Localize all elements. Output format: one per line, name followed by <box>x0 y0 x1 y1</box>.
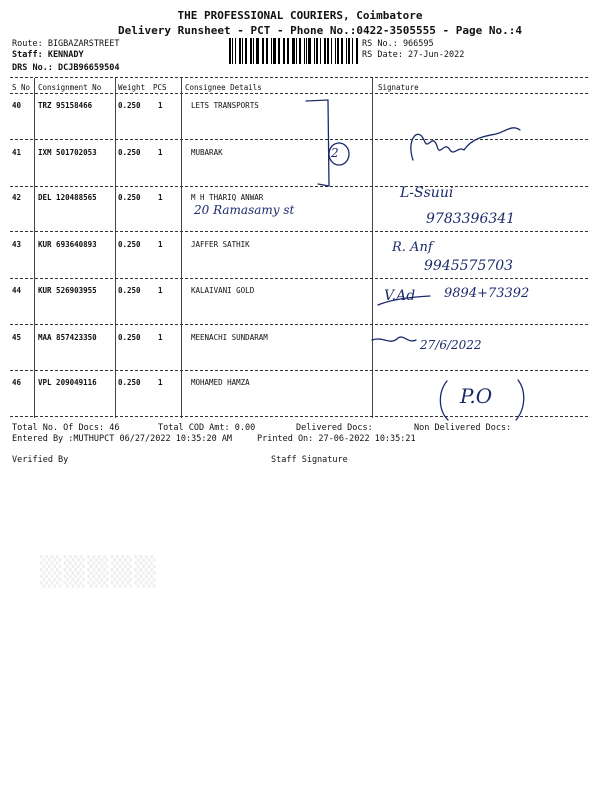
row-consignment: VPL 209049116 <box>38 378 97 387</box>
runsheet-subtitle: Delivery Runsheet - PCT - Phone No.:0422-3505555 - Page No.:4 <box>118 24 522 37</box>
row-consignee: KALAIVANI GOLD <box>191 286 255 295</box>
printed-on: Printed On: 27-06-2022 10:35:21 <box>257 434 416 444</box>
verified-by: Verified By <box>12 455 69 465</box>
row-consignee: MUBARAK <box>191 148 223 157</box>
row-consignment: DEL 120488565 <box>38 193 97 202</box>
row-consignee: MOHAMED HAMZA <box>191 378 250 387</box>
rs-number: RS No.: 966595 <box>362 39 434 49</box>
bracket-note: 2 <box>331 146 339 160</box>
column-header-pcs: PCS <box>153 83 167 92</box>
row-weight: 0.250 <box>118 240 141 249</box>
drs-number: DRS No.: DCJB96659504 <box>12 63 120 73</box>
row-pcs: 1 <box>158 101 163 110</box>
column-header-weight: Weight <box>118 83 146 92</box>
non-delivered-docs: Non Delivered Docs: <box>414 423 512 433</box>
bracket-mark <box>306 100 329 186</box>
entered-by: Entered By :MUTHUPCT 06/27/2022 10:35:20 AM <box>12 434 233 444</box>
staff-label: Staff: KENNADY <box>12 50 84 60</box>
row-pcs: 1 <box>158 193 163 202</box>
column-header-signature: Signature <box>378 83 419 92</box>
row-consignee: M H THARIQ ANWAR <box>191 193 264 202</box>
signature-row-44-phone: 9894+73392 <box>444 286 530 301</box>
row-sno: 45 <box>12 333 22 342</box>
paren-right <box>516 380 524 420</box>
row-sno: 40 <box>12 101 22 110</box>
delivered-docs: Delivered Docs: <box>296 423 373 433</box>
row-pcs: 1 <box>158 286 163 295</box>
row-consignment: KUR 693640893 <box>38 240 97 249</box>
signature-row-44-name: V.Ad <box>384 288 416 304</box>
rs-date: RS Date: 27-Jun-2022 <box>362 50 465 60</box>
row-consignee: JAFFER SATHIK <box>191 240 250 249</box>
row-weight: 0.250 <box>118 101 141 110</box>
signature-row-40 <box>411 128 520 160</box>
row-weight: 0.250 <box>118 148 141 157</box>
row-pcs: 1 <box>158 378 163 387</box>
row-weight: 0.250 <box>118 333 141 342</box>
signature-row-42-phone: 9783396341 <box>426 211 516 227</box>
row-sno: 46 <box>12 378 22 387</box>
row-consignee: MEENACHI SUNDARAM <box>191 333 268 342</box>
column-header-consignment: Consignment No <box>38 83 102 92</box>
row-consignee: LETS TRANSPORTS <box>191 101 259 110</box>
signature-row-43-phone: 9945575703 <box>424 258 514 274</box>
row-weight: 0.250 <box>118 193 141 202</box>
row-sno: 42 <box>12 193 22 202</box>
row-pcs: 1 <box>158 333 163 342</box>
row-consignment: MAA 857423350 <box>38 333 97 342</box>
total-cod-amount: Total COD Amt: 0.00 <box>158 423 256 433</box>
signature-row-46-note: P.O <box>460 384 493 408</box>
row-sno: 43 <box>12 240 22 249</box>
staff-signature: Staff Signature <box>271 455 348 465</box>
total-docs: Total No. Of Docs: 46 <box>12 423 120 433</box>
paren-left <box>440 381 448 420</box>
faint-stamp-mark: ▒▒▒▒▒ <box>40 555 158 588</box>
row-pcs: 1 <box>158 148 163 157</box>
row-pcs: 1 <box>158 240 163 249</box>
column-header-details: Consignee Details <box>185 83 262 92</box>
row-consignment: TRZ 95158466 <box>38 101 93 110</box>
signature-row-45 <box>372 337 416 341</box>
row-sno: 41 <box>12 148 22 157</box>
row-consignment: IXM 501702053 <box>38 148 97 157</box>
row-sno: 44 <box>12 286 22 295</box>
signature-row-43-name: R. Anf <box>392 240 433 255</box>
row-weight: 0.250 <box>118 378 141 387</box>
signature-row-45-date: 27/6/2022 <box>420 338 482 352</box>
row-consignment: KUR 526903955 <box>38 286 97 295</box>
column-header-sno: S No <box>12 83 31 92</box>
signature-row-42-name: L-Ssuui <box>400 185 454 201</box>
row-weight: 0.250 <box>118 286 141 295</box>
route-label: Route: BIGBAZARSTREET <box>12 39 120 49</box>
handwritten-address: 20 Ramasamy st <box>194 203 295 217</box>
company-title: THE PROFESSIONAL COURIERS, Coimbatore <box>177 9 423 22</box>
